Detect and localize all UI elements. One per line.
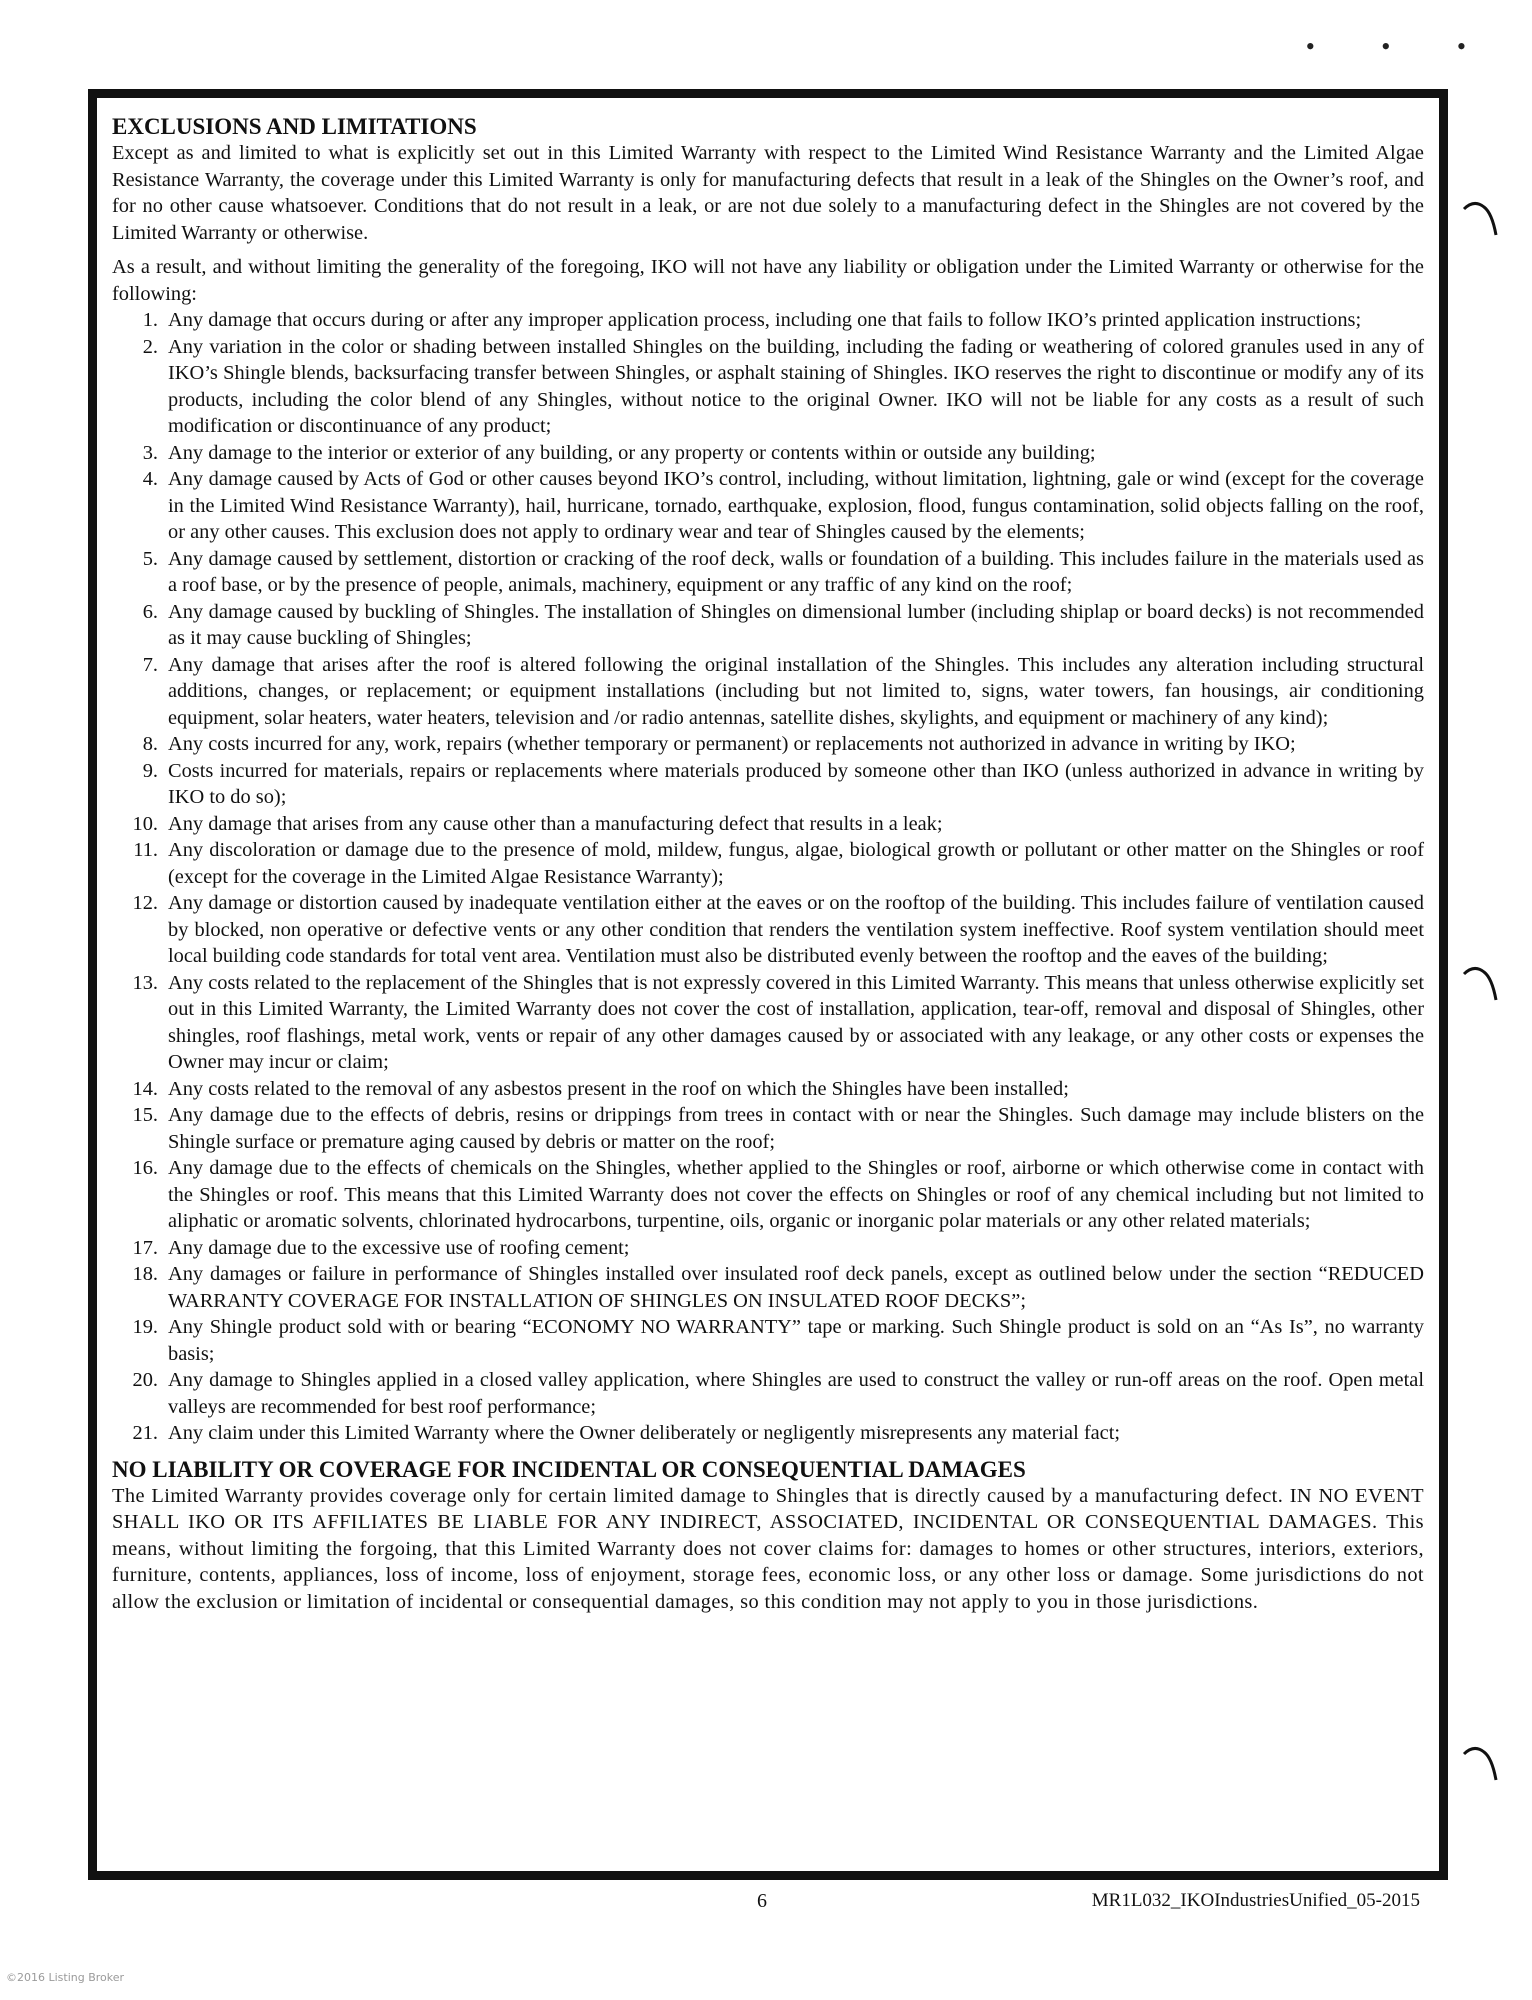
list-item-number: 2. xyxy=(142,335,158,358)
scan-margin-mark xyxy=(1460,195,1500,247)
list-item xyxy=(112,1261,1424,1314)
list-item xyxy=(112,731,1424,758)
list-item-number: 20. xyxy=(132,1369,158,1391)
scan-margin-mark xyxy=(1460,960,1500,1012)
list-item-number: 14. xyxy=(132,1077,158,1100)
list-item-number: 18. xyxy=(132,1263,158,1285)
list-item-number: 7. xyxy=(142,653,158,676)
list-item-number: 6. xyxy=(142,600,158,623)
list-item xyxy=(112,811,1424,838)
list-item-number: 8. xyxy=(142,733,158,755)
liability-paragraph: The Limited Warranty provides coverage only for certain limited damage to Shingles that is directly caused by a manufacturing defect. IN NO EVENT SHALL IKO OR ITS AFFILIATES BE LIABLE FOR ANY INDIRECT, ASSOCIATED, INCIDENTAL OR CONSEQUENTIAL DAMAGES. This means, without limiting the forgoing, that this Limited Warranty does not cover claims for: damages to homes or other structures, interiors, exteriors, furniture, contents, appliances, loss of income, loss of enjoyment, storage fees, economic loss, or any other loss or damage. Some jurisdictions do not allow the exclusion or limitation of incidental or consequential damages, so this condition may not apply to you in those jurisdictions. xyxy=(112,1484,1424,1613)
list-item-text: Costs incurred for materials, repairs or replacements where materials produced by someone other than IKO (unless authorized in advance in writing by IKO to do so); xyxy=(168,759,1424,808)
list-item-text: Any damage that arises from any cause other than a manufacturing defect that results in a leak; xyxy=(168,812,943,835)
scan-artifact-dots: • • • xyxy=(1305,32,1496,61)
list-item xyxy=(112,970,1424,1076)
list-item-number: 12. xyxy=(132,892,158,914)
list-item-text: Any claim under this Limited Warranty where the Owner deliberately or negligently misrepresents any material fact; xyxy=(168,1422,1121,1444)
list-item-text: Any Shingle product sold with or bearing “ECONOMY NO WARRANTY” tape or marking. Such Shingle product is sold on an “As Is”, no warranty basis; xyxy=(168,1316,1424,1365)
list-item-text: Any costs related to the replacement of the Shingles that is not expressly covered in this Limited Warranty. This means that unless otherwise explicitly set out in this Limited Warranty, the Limited Warranty does not cover the cost of installation, application, tear-off, removal and disposal of Shingles, other shingles, roof flashings, metal work, vents or repair of any other damages caused by or associated with any leakage, or any other costs or expenses the Owner may incur or claim; xyxy=(168,971,1424,1073)
list-item-number: 9. xyxy=(142,759,158,782)
list-item-text: Any damage caused by settlement, distortion or cracking of the roof deck, walls or foundation of a building. This includes failure in the materials used as a roof base, or by the presence of people, animals, machinery, equipment or any traffic of any kind on the roof; xyxy=(168,547,1424,596)
exclusions-heading: EXCLUSIONS AND LIMITATIONS xyxy=(112,114,477,139)
list-item-number: 3. xyxy=(142,441,158,464)
list-item-number: 21. xyxy=(132,1422,158,1444)
document-code: MR1L032_IKOIndustriesUnified_05-2015 xyxy=(1091,1890,1420,1911)
listing-broker-credit: ©2016 Listing Broker xyxy=(6,1971,125,1984)
scan-margin-mark xyxy=(1460,1740,1500,1792)
list-item xyxy=(112,466,1424,546)
list-item-text: Any damage or distortion caused by inadequate ventilation either at the eaves or on the rooftop of the building. This includes failure of ventilation caused by blocked, non operative or defective vents or any other condition that renders the ventilation system ineffective. Roof system ventilation should meet local building code standards for total vent area. Ventilation must also be distributed evenly between the rooftop and the eaves of the building; xyxy=(168,892,1424,967)
list-item xyxy=(112,758,1424,811)
list-item xyxy=(112,440,1424,467)
list-item-text: Any damage to the interior or exterior of any building, or any property or contents within or outside any building; xyxy=(168,441,1096,464)
list-item-text: Any damage that arises after the roof is altered following the original installation of the Shingles. This includes any alteration including structural additions, changes, or replacement; or equipment installations (including but not limited to, signs, water towers, fan housings, air conditioning equipment, solar heaters, water heaters, television and /or radio antennas, satellite dishes, skylights, and equipment or machinery of any kind); xyxy=(168,653,1424,729)
list-item-number: 13. xyxy=(132,971,158,994)
list-item xyxy=(112,837,1424,890)
list-item xyxy=(112,1076,1424,1103)
list-item xyxy=(112,1102,1424,1155)
list-item-text: Any discoloration or damage due to the presence of mold, mildew, fungus, algae, biological growth or pollutant or other matter on the Shingles or roof (except for the coverage in the Limited Algae Resistance Warranty); xyxy=(168,839,1424,888)
list-item xyxy=(112,1314,1424,1367)
list-item-number: 11. xyxy=(133,839,158,861)
list-item xyxy=(112,307,1424,334)
exclusions-list xyxy=(112,307,1424,1447)
list-item xyxy=(112,1367,1424,1420)
list-item-number: 1. xyxy=(142,309,158,331)
list-item xyxy=(112,599,1424,652)
list-item xyxy=(112,1235,1424,1262)
liability-heading: NO LIABILITY OR COVERAGE FOR INCIDENTAL OR CONSEQUENTIAL DAMAGES xyxy=(112,1456,1026,1482)
list-item-text: Any costs related to the removal of any asbestos present in the roof on which the Shingles have been installed; xyxy=(168,1077,1069,1100)
intro-paragraph-2: As a result, and without limiting the generality of the foregoing, IKO will not have any liability or obligation under the Limited Warranty or otherwise for the following: xyxy=(112,256,1424,305)
list-item-number: 4. xyxy=(142,468,158,490)
list-item-text: Any damage due to the excessive use of roofing cement; xyxy=(168,1236,630,1259)
list-item-text: Any damage caused by Acts of God or other causes beyond IKO’s control, including, without limitation, lightning, gale or wind (except for the coverage in the Limited Wind Resistance Warranty), hail, hurricane, tornado, earthquake, explosion, flood, fungus contamination, solid objects falling on the roof, or any other causes. This exclusion does not apply to ordinary wear and tear of Shingles caused by the elements; xyxy=(168,468,1424,543)
list-item-text: Any damage caused by buckling of Shingles. The installation of Shingles on dimensional lumber (including shiplap or board decks) is not recommended as it may cause buckling of Shingles; xyxy=(168,600,1424,649)
list-item-text: Any damages or failure in performance of Shingles installed over insulated roof deck panels, except as outlined below under the section “REDUCED WARRANTY COVERAGE FOR INSTALLATION OF SHINGLES ON INSULATED ROOF DECKS”; xyxy=(168,1263,1424,1312)
list-item xyxy=(112,1155,1424,1235)
list-item-number: 10. xyxy=(132,812,158,835)
list-item-number: 19. xyxy=(132,1316,158,1338)
list-item-text: Any damage due to the effects of debris, resins or drippings from trees in contact with or near the Shingles. Such damage may include blisters on the Shingle surface or premature aging caused by debris or matter on the roof; xyxy=(168,1104,1424,1153)
list-item-number: 17. xyxy=(132,1236,158,1259)
warranty-text-frame xyxy=(88,89,1448,1880)
list-item xyxy=(112,1420,1424,1447)
list-item xyxy=(112,334,1424,440)
list-item-text: Any damage that occurs during or after any improper application process, including one that fails to follow IKO’s printed application instructions; xyxy=(168,309,1362,331)
list-item-text: Any damage to Shingles applied in a closed valley application, where Shingles are used to construct the valley or run-off areas on the roof. Open metal valleys are recommended for best roof performance; xyxy=(168,1369,1424,1418)
page-number: 6 xyxy=(757,1890,767,1912)
list-item-number: 5. xyxy=(142,547,158,570)
list-item-number: 15. xyxy=(132,1104,158,1126)
list-item xyxy=(112,890,1424,970)
list-item xyxy=(112,546,1424,599)
intro-paragraph: Except as and limited to what is explicitly set out in this Limited Warranty with respect to the Limited Wind Resistance Warranty and the Limited Algae Resistance Warranty, the coverage under this Limited Warranty is only for manufacturing defects that result in a leak of the Shingles on the Owner’s roof, and for no other cause whatsoever. Conditions that do not result in a leak, or are not due solely to a manufacturing defect in the Shingles are not covered by the Limited Warranty or otherwise. xyxy=(112,142,1424,244)
list-item-text: Any costs incurred for any, work, repairs (whether temporary or permanent) or replacements not authorized in advance in writing by IKO; xyxy=(168,733,1296,755)
list-item-number: 16. xyxy=(132,1157,158,1179)
list-item-text: Any damage due to the effects of chemicals on the Shingles, whether applied to the Shingles or roof, airborne or which otherwise come in contact with the Shingles or roof. This means that this Limited Warranty does not cover the effects on Shingles or roof of any chemical including but not limited to aliphatic or aromatic solvents, chlorinated hydrocarbons, turpentine, oils, organic or inorganic polar materials or any other related materials; xyxy=(168,1157,1424,1232)
list-item xyxy=(112,652,1424,732)
list-item-text: Any variation in the color or shading between installed Shingles on the building, including the fading or weathering of colored granules used in any of IKO’s Shingle blends, backsurfacing transfer between Shingles, or asphalt staining of Shingles. IKO reserves the right to discontinue or modify any of its products, including the color blend of any Shingles, without notice to the original Owner. IKO will not be liable for any costs as a result of such modification or discontinuance of any product; xyxy=(168,335,1424,437)
